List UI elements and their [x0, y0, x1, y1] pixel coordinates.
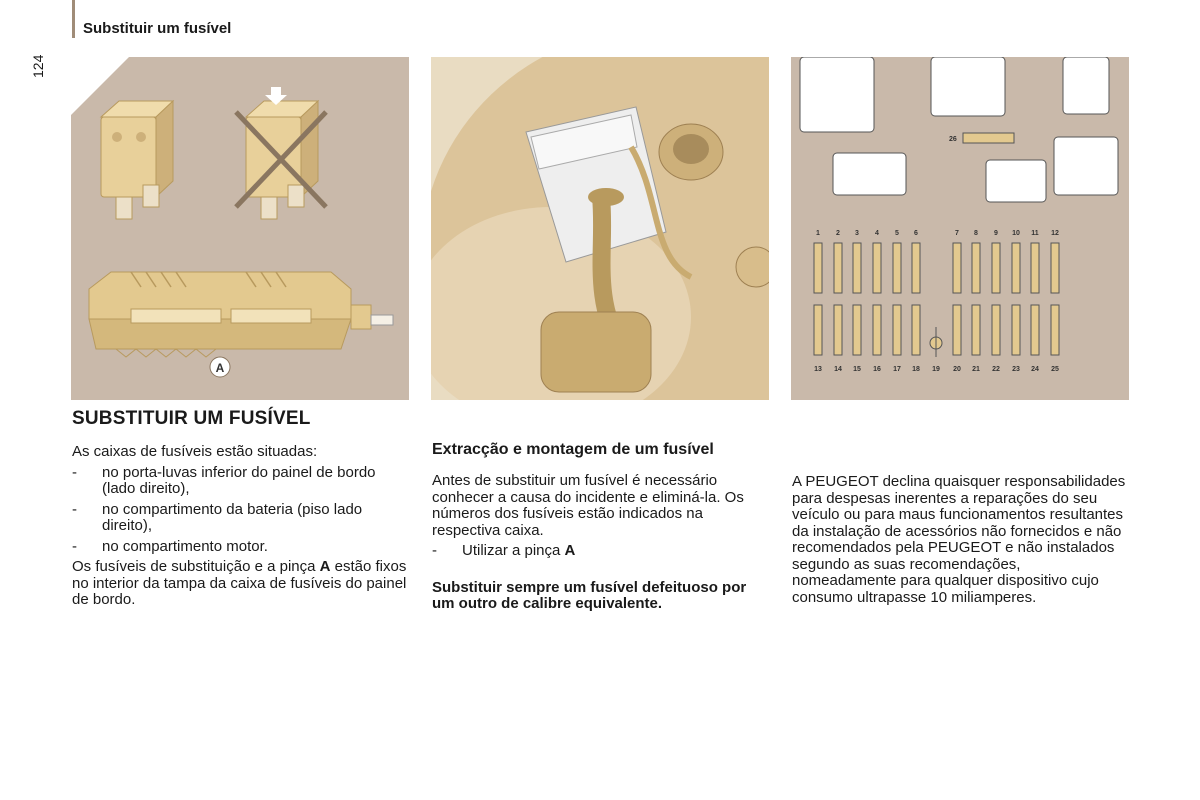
fuse-6: [912, 243, 920, 293]
pliers-label: A: [215, 361, 225, 375]
fuse-2: [834, 243, 842, 293]
fuse-22: [992, 305, 1000, 355]
relay-slot: [833, 153, 906, 195]
fuse-number-label: 4: [875, 230, 879, 237]
fuse-layout-drawing: [791, 57, 1129, 400]
fuse-number-label: 5: [895, 230, 899, 237]
fuse-25: [1051, 305, 1059, 355]
fuse-10: [1012, 243, 1020, 293]
fuse-23: [1012, 305, 1020, 355]
fuse-number-label: 9: [994, 230, 998, 237]
extraction-text: [432, 473, 772, 628]
fuse-number-label: 8: [974, 230, 978, 237]
fuse-4: [873, 243, 881, 293]
engine-bay-drawing: [431, 57, 769, 400]
relay-slot: [1054, 137, 1118, 195]
fuse-number-label: 13: [814, 366, 822, 373]
fuse-20: [953, 305, 961, 355]
engine-fusebox-illustration: [431, 57, 769, 400]
fuse-number-label: 1: [816, 230, 820, 237]
page-number: 124: [30, 54, 46, 78]
fuse-number-label: 6: [914, 230, 918, 237]
fuse-number-label: 3: [855, 230, 859, 237]
list-item: - no compartimento da bateria (piso lado direito),: [72, 500, 363, 534]
fuse-number-label: 2: [836, 230, 840, 237]
fuse-16: [873, 305, 881, 355]
fuse-number-label: 14: [834, 366, 842, 373]
fuse-3: [853, 243, 861, 293]
fuse-18: [912, 305, 920, 355]
fuse-number-label: 23: [1012, 366, 1020, 373]
fuse-8: [972, 243, 980, 293]
relay-slot: [800, 57, 874, 132]
fuse-number-label: 25: [1051, 366, 1059, 373]
fuse-number-label: 10: [1012, 230, 1020, 237]
warning-text: Substituir sempre um fusível defeituoso por um outro de calibre equivalente.: [432, 578, 747, 612]
fuse-26: [963, 133, 1014, 143]
fuse-1: [814, 243, 822, 293]
fuse-number-label: 11: [1031, 230, 1039, 237]
fuse-14: [834, 305, 842, 355]
section-title: SUBSTITUIR UM FUSÍVEL: [72, 408, 311, 429]
fuse-12: [1051, 243, 1059, 293]
fuse-17: [893, 305, 901, 355]
fusebox-locations-text: [72, 444, 412, 613]
fuse-13: [814, 305, 822, 355]
disclaimer-text: A PEUGEOT declina quaisquer responsabilidades para despesas inerentes a reparações do seu veículo ou para maus funcionamentos resultantes da instalação de acessórios não fornecidos e não recomendados pela PEUGEOT e não instalados segundo as suas recomendações, nomeadamente para qualquer dispositivo cujo consumo ultrapasse 10 miliamperes.: [792, 473, 1126, 606]
fuse-number-label: 19: [932, 366, 940, 373]
fuse-15: [853, 305, 861, 355]
fuse-number-label: 18: [912, 366, 920, 373]
pliers-icon: [89, 272, 393, 357]
fuse-pliers-illustration: [71, 57, 409, 400]
relay-slot: [1063, 57, 1109, 114]
fuse-26-label: 26: [949, 136, 957, 143]
fuse-number-label: 15: [853, 366, 861, 373]
fuse-number-label: 20: [953, 366, 961, 373]
list-item: - Utilizar a pinça A: [432, 542, 576, 559]
extraction-body: Antes de substituir um fusível é necessário conhecer a causa do incidente e eliminá-la. Os números dos fusíveis estão indicados na respectiva caixa.: [432, 472, 744, 539]
intro-text: As caixas de fusíveis estão situadas:: [72, 443, 318, 460]
spares-text: Os fusíveis de substituição e a pinça A estão fixos no interior da tampa da caixa de fusíveis do painel de bordo.: [72, 558, 407, 608]
fuse-number-label: 24: [1031, 366, 1039, 373]
faulty-fuse-icon: [236, 87, 326, 219]
relay-slot: [986, 160, 1046, 202]
fuse-9: [992, 243, 1000, 293]
fuse-24: [1031, 305, 1039, 355]
extraction-title: Extracção e montagem de um fusível: [432, 441, 714, 458]
fuse-5: [893, 243, 901, 293]
fuse-number-label: 12: [1051, 230, 1059, 237]
fuse-number-label: 21: [972, 366, 980, 373]
fuse-number-label: 22: [992, 366, 1000, 373]
fuse-11: [1031, 243, 1039, 293]
list-item: - no compartimento motor.: [72, 537, 268, 555]
fuse-21: [972, 305, 980, 355]
fuse-number-label: 16: [873, 366, 881, 373]
relay-slot: [931, 57, 1005, 116]
fuse-number-label: 17: [893, 366, 901, 373]
header-accent-bar: [72, 0, 75, 38]
fuse-7: [953, 243, 961, 293]
good-fuse-icon: [101, 101, 173, 219]
list-item: - no porta-luvas inferior do painel de bordo (lado direito),: [72, 463, 376, 497]
fuse-pliers-drawing: [71, 57, 409, 400]
fuse-layout-diagram: [791, 57, 1129, 400]
page-header-title: Substituir um fusível: [83, 20, 232, 37]
fuse-number-label: 7: [955, 230, 959, 237]
